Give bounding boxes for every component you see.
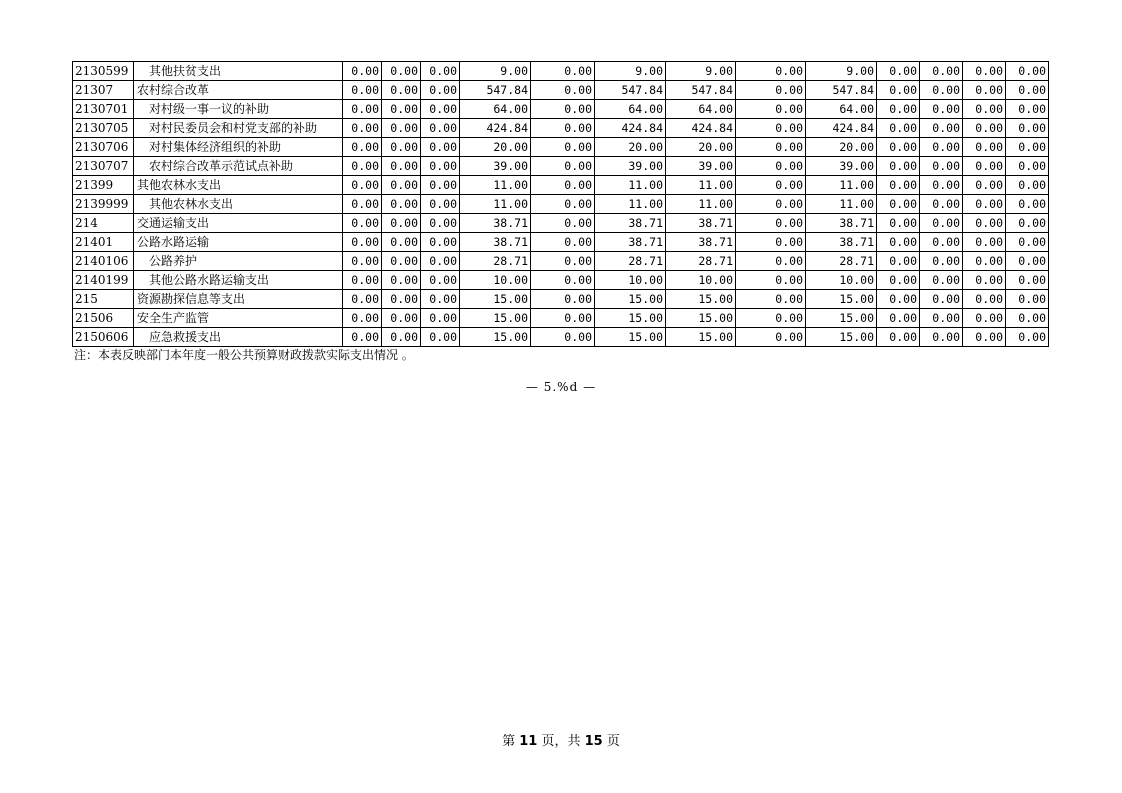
- row-value-cell: 64.00: [460, 100, 531, 119]
- row-value-cell: 15.00: [666, 309, 736, 328]
- expenditure-table-wrapper: [72, 61, 1049, 347]
- row-value-cell: 0.00: [382, 214, 421, 233]
- row-value-cell: 0.00: [920, 290, 963, 309]
- row-value-cell: 0.00: [343, 214, 382, 233]
- row-value-cell: 547.84: [460, 81, 531, 100]
- row-code-cell: 2140199: [73, 271, 134, 290]
- row-value-cell: 15.00: [595, 309, 666, 328]
- row-value-cell: 0.00: [963, 157, 1006, 176]
- row-value-cell: 0.00: [963, 119, 1006, 138]
- row-value-cell: 38.71: [806, 233, 877, 252]
- row-value-cell: 0.00: [421, 290, 460, 309]
- table-row: [73, 176, 1049, 195]
- row-value-cell: 20.00: [666, 138, 736, 157]
- row-value-cell: 0.00: [736, 100, 806, 119]
- row-name-cell: 公路养护: [134, 252, 343, 271]
- table-body: [73, 62, 1049, 347]
- row-code-cell: 2130705: [73, 119, 134, 138]
- footer-suffix: 页: [602, 734, 620, 749]
- row-value-cell: 11.00: [666, 195, 736, 214]
- footer-total-pages: 15: [584, 734, 603, 749]
- row-value-cell: 28.71: [666, 252, 736, 271]
- row-value-cell: 11.00: [595, 195, 666, 214]
- row-value-cell: 0.00: [736, 214, 806, 233]
- table-row: [73, 119, 1049, 138]
- row-value-cell: 0.00: [382, 309, 421, 328]
- row-value-cell: 0.00: [1006, 176, 1049, 195]
- row-value-cell: 0.00: [877, 233, 920, 252]
- table-row: [73, 328, 1049, 347]
- row-value-cell: 0.00: [382, 290, 421, 309]
- table-row: [73, 252, 1049, 271]
- row-value-cell: 0.00: [421, 119, 460, 138]
- table-row: [73, 157, 1049, 176]
- row-value-cell: 0.00: [1006, 157, 1049, 176]
- row-value-cell: 0.00: [421, 233, 460, 252]
- row-value-cell: 0.00: [920, 119, 963, 138]
- row-value-cell: 0.00: [382, 62, 421, 81]
- row-value-cell: 64.00: [595, 100, 666, 119]
- row-value-cell: 0.00: [421, 138, 460, 157]
- row-value-cell: 0.00: [421, 328, 460, 347]
- footer-middle: 页，共: [537, 734, 585, 749]
- row-value-cell: 0.00: [736, 252, 806, 271]
- row-value-cell: 0.00: [877, 119, 920, 138]
- row-value-cell: 0.00: [963, 195, 1006, 214]
- row-value-cell: 0.00: [877, 290, 920, 309]
- row-value-cell: 0.00: [920, 214, 963, 233]
- row-value-cell: 9.00: [666, 62, 736, 81]
- row-value-cell: 28.71: [806, 252, 877, 271]
- row-value-cell: 0.00: [736, 233, 806, 252]
- row-name-cell: 其他农林水支出: [134, 195, 343, 214]
- row-value-cell: 15.00: [460, 328, 531, 347]
- row-value-cell: 0.00: [531, 233, 595, 252]
- row-value-cell: 0.00: [343, 100, 382, 119]
- row-value-cell: 15.00: [460, 290, 531, 309]
- row-value-cell: 0.00: [382, 271, 421, 290]
- row-name-cell: 应急救援支出: [134, 328, 343, 347]
- row-value-cell: 28.71: [595, 252, 666, 271]
- table-row: [73, 138, 1049, 157]
- row-value-cell: 11.00: [460, 195, 531, 214]
- row-value-cell: 0.00: [877, 81, 920, 100]
- row-value-cell: 0.00: [382, 233, 421, 252]
- table-row: [73, 233, 1049, 252]
- row-value-cell: 38.71: [666, 214, 736, 233]
- row-value-cell: 0.00: [421, 309, 460, 328]
- row-value-cell: 0.00: [382, 100, 421, 119]
- row-value-cell: 0.00: [343, 309, 382, 328]
- row-value-cell: 0.00: [920, 252, 963, 271]
- row-value-cell: 0.00: [877, 328, 920, 347]
- table-row: [73, 214, 1049, 233]
- row-name-cell: 公路水路运输: [134, 233, 343, 252]
- row-value-cell: 424.84: [806, 119, 877, 138]
- row-value-cell: 15.00: [666, 328, 736, 347]
- row-value-cell: 0.00: [736, 271, 806, 290]
- row-value-cell: 0.00: [920, 328, 963, 347]
- row-value-cell: 0.00: [963, 176, 1006, 195]
- row-value-cell: 0.00: [343, 252, 382, 271]
- row-value-cell: 10.00: [460, 271, 531, 290]
- row-value-cell: 0.00: [343, 138, 382, 157]
- row-value-cell: 0.00: [877, 252, 920, 271]
- row-value-cell: 0.00: [920, 62, 963, 81]
- row-name-cell: 农村综合改革: [134, 81, 343, 100]
- table-row: [73, 100, 1049, 119]
- table-row: [73, 271, 1049, 290]
- row-value-cell: 0.00: [963, 233, 1006, 252]
- row-value-cell: 0.00: [421, 176, 460, 195]
- row-value-cell: 0.00: [920, 233, 963, 252]
- row-name-cell: 其他农林水支出: [134, 176, 343, 195]
- row-value-cell: 547.84: [806, 81, 877, 100]
- row-value-cell: 0.00: [421, 271, 460, 290]
- row-name-cell: 农村综合改革示范试点补助: [134, 157, 343, 176]
- row-value-cell: 0.00: [343, 157, 382, 176]
- row-name-cell: 其他扶贫支出: [134, 62, 343, 81]
- row-value-cell: 0.00: [421, 100, 460, 119]
- row-value-cell: 424.84: [666, 119, 736, 138]
- row-value-cell: 0.00: [382, 195, 421, 214]
- row-value-cell: 0.00: [920, 309, 963, 328]
- table-note: 注：本表反映部门本年度一般公共预算财政拨款实际支出情况 。: [74, 348, 414, 362]
- row-value-cell: 28.71: [460, 252, 531, 271]
- row-value-cell: 0.00: [1006, 233, 1049, 252]
- row-value-cell: 38.71: [460, 233, 531, 252]
- row-value-cell: 0.00: [531, 100, 595, 119]
- row-value-cell: 0.00: [736, 119, 806, 138]
- row-value-cell: 0.00: [963, 138, 1006, 157]
- row-code-cell: 21401: [73, 233, 134, 252]
- row-value-cell: 424.84: [460, 119, 531, 138]
- row-code-cell: 2130599: [73, 62, 134, 81]
- row-value-cell: 38.71: [460, 214, 531, 233]
- row-value-cell: 64.00: [666, 100, 736, 119]
- row-value-cell: 0.00: [963, 290, 1006, 309]
- row-value-cell: 0.00: [877, 100, 920, 119]
- row-value-cell: 0.00: [1006, 100, 1049, 119]
- row-value-cell: 0.00: [920, 176, 963, 195]
- row-value-cell: 0.00: [382, 138, 421, 157]
- row-name-cell: 交通运输支出: [134, 214, 343, 233]
- row-value-cell: 0.00: [920, 271, 963, 290]
- footer-current-page: 11: [519, 734, 538, 749]
- row-value-cell: 0.00: [877, 62, 920, 81]
- row-value-cell: 0.00: [382, 157, 421, 176]
- page-footer: [0, 730, 1122, 749]
- row-value-cell: 0.00: [1006, 271, 1049, 290]
- row-value-cell: 9.00: [460, 62, 531, 81]
- expenditure-table: [72, 61, 1049, 347]
- row-value-cell: 0.00: [1006, 309, 1049, 328]
- row-value-cell: 0.00: [963, 309, 1006, 328]
- table-row: [73, 195, 1049, 214]
- row-code-cell: 2139999: [73, 195, 134, 214]
- row-value-cell: 0.00: [343, 195, 382, 214]
- row-value-cell: 15.00: [806, 328, 877, 347]
- row-value-cell: 39.00: [806, 157, 877, 176]
- row-value-cell: 0.00: [920, 138, 963, 157]
- row-value-cell: 0.00: [963, 214, 1006, 233]
- row-value-cell: 0.00: [736, 157, 806, 176]
- row-value-cell: 0.00: [963, 328, 1006, 347]
- row-name-cell: 对村级一事一议的补助: [134, 100, 343, 119]
- row-value-cell: 0.00: [1006, 328, 1049, 347]
- row-value-cell: 0.00: [736, 138, 806, 157]
- row-code-cell: 2150606: [73, 328, 134, 347]
- row-value-cell: 0.00: [531, 157, 595, 176]
- row-value-cell: 0.00: [877, 138, 920, 157]
- row-value-cell: 0.00: [531, 252, 595, 271]
- row-value-cell: 9.00: [595, 62, 666, 81]
- row-value-cell: 0.00: [421, 81, 460, 100]
- row-name-cell: 安全生产监管: [134, 309, 343, 328]
- table-row: [73, 62, 1049, 81]
- row-value-cell: 0.00: [920, 81, 963, 100]
- row-code-cell: 21399: [73, 176, 134, 195]
- row-value-cell: 0.00: [421, 252, 460, 271]
- row-value-cell: 38.71: [595, 214, 666, 233]
- row-value-cell: 0.00: [963, 100, 1006, 119]
- row-value-cell: 15.00: [595, 328, 666, 347]
- row-value-cell: 0.00: [736, 176, 806, 195]
- row-value-cell: 39.00: [666, 157, 736, 176]
- row-value-cell: 547.84: [666, 81, 736, 100]
- row-value-cell: 38.71: [666, 233, 736, 252]
- row-value-cell: 38.71: [595, 233, 666, 252]
- table-row: [73, 290, 1049, 309]
- row-value-cell: 0.00: [963, 62, 1006, 81]
- row-value-cell: 0.00: [421, 157, 460, 176]
- row-value-cell: 0.00: [343, 233, 382, 252]
- row-value-cell: 0.00: [382, 252, 421, 271]
- row-value-cell: 0.00: [1006, 138, 1049, 157]
- row-value-cell: 0.00: [1006, 62, 1049, 81]
- row-value-cell: 0.00: [963, 252, 1006, 271]
- row-value-cell: 0.00: [877, 176, 920, 195]
- row-value-cell: 0.00: [343, 62, 382, 81]
- row-code-cell: 215: [73, 290, 134, 309]
- row-value-cell: 0.00: [421, 62, 460, 81]
- row-value-cell: 20.00: [595, 138, 666, 157]
- page-marker: — 5.%d —: [525, 380, 597, 394]
- row-value-cell: 0.00: [963, 81, 1006, 100]
- row-value-cell: 0.00: [382, 328, 421, 347]
- row-value-cell: 15.00: [460, 309, 531, 328]
- row-value-cell: 0.00: [343, 328, 382, 347]
- row-value-cell: 0.00: [531, 176, 595, 195]
- row-value-cell: 10.00: [806, 271, 877, 290]
- row-value-cell: 0.00: [382, 119, 421, 138]
- row-value-cell: 0.00: [1006, 290, 1049, 309]
- row-value-cell: 0.00: [531, 271, 595, 290]
- row-value-cell: 20.00: [806, 138, 877, 157]
- row-value-cell: 0.00: [531, 214, 595, 233]
- row-value-cell: 9.00: [806, 62, 877, 81]
- table-row: [73, 309, 1049, 328]
- row-code-cell: 2130701: [73, 100, 134, 119]
- row-value-cell: 0.00: [531, 195, 595, 214]
- row-value-cell: 0.00: [1006, 119, 1049, 138]
- row-value-cell: 39.00: [460, 157, 531, 176]
- row-code-cell: 2130707: [73, 157, 134, 176]
- row-code-cell: 214: [73, 214, 134, 233]
- row-value-cell: 0.00: [736, 328, 806, 347]
- row-value-cell: 0.00: [920, 100, 963, 119]
- row-value-cell: 0.00: [343, 119, 382, 138]
- row-value-cell: 0.00: [1006, 81, 1049, 100]
- row-value-cell: 0.00: [1006, 252, 1049, 271]
- row-code-cell: 2140106: [73, 252, 134, 271]
- row-value-cell: 15.00: [806, 290, 877, 309]
- row-value-cell: 38.71: [806, 214, 877, 233]
- row-value-cell: 0.00: [531, 138, 595, 157]
- row-value-cell: 15.00: [806, 309, 877, 328]
- row-value-cell: 39.00: [595, 157, 666, 176]
- row-value-cell: 10.00: [666, 271, 736, 290]
- row-value-cell: 0.00: [877, 271, 920, 290]
- row-value-cell: 0.00: [531, 290, 595, 309]
- row-value-cell: 0.00: [343, 176, 382, 195]
- row-value-cell: 0.00: [531, 62, 595, 81]
- row-value-cell: 10.00: [595, 271, 666, 290]
- row-value-cell: 0.00: [736, 290, 806, 309]
- row-value-cell: 0.00: [382, 176, 421, 195]
- row-value-cell: 0.00: [343, 290, 382, 309]
- row-value-cell: 11.00: [595, 176, 666, 195]
- row-value-cell: 64.00: [806, 100, 877, 119]
- row-value-cell: 0.00: [531, 119, 595, 138]
- row-value-cell: 11.00: [666, 176, 736, 195]
- row-value-cell: 0.00: [343, 81, 382, 100]
- row-value-cell: 0.00: [736, 81, 806, 100]
- row-value-cell: 0.00: [1006, 195, 1049, 214]
- row-value-cell: 0.00: [920, 195, 963, 214]
- row-value-cell: 0.00: [877, 157, 920, 176]
- row-value-cell: 0.00: [421, 195, 460, 214]
- row-code-cell: 21506: [73, 309, 134, 328]
- row-name-cell: 对村民委员会和村党支部的补助: [134, 119, 343, 138]
- row-value-cell: 0.00: [382, 81, 421, 100]
- row-value-cell: 20.00: [460, 138, 531, 157]
- row-value-cell: 424.84: [595, 119, 666, 138]
- row-value-cell: 0.00: [1006, 214, 1049, 233]
- row-value-cell: 0.00: [531, 309, 595, 328]
- row-value-cell: 0.00: [963, 271, 1006, 290]
- row-value-cell: 11.00: [806, 176, 877, 195]
- row-value-cell: 0.00: [877, 214, 920, 233]
- row-name-cell: 其他公路水路运输支出: [134, 271, 343, 290]
- row-value-cell: 15.00: [595, 290, 666, 309]
- row-code-cell: 2130706: [73, 138, 134, 157]
- row-value-cell: 0.00: [421, 214, 460, 233]
- row-value-cell: 0.00: [877, 195, 920, 214]
- row-value-cell: 0.00: [531, 328, 595, 347]
- row-value-cell: 11.00: [460, 176, 531, 195]
- row-value-cell: 547.84: [595, 81, 666, 100]
- row-value-cell: 0.00: [343, 271, 382, 290]
- row-value-cell: 0.00: [736, 62, 806, 81]
- row-value-cell: 0.00: [920, 157, 963, 176]
- row-value-cell: 15.00: [666, 290, 736, 309]
- row-value-cell: 11.00: [806, 195, 877, 214]
- footer-prefix: 第: [502, 734, 520, 749]
- row-name-cell: 资源勘探信息等支出: [134, 290, 343, 309]
- row-name-cell: 对村集体经济组织的补助: [134, 138, 343, 157]
- row-value-cell: 0.00: [877, 309, 920, 328]
- row-value-cell: 0.00: [736, 309, 806, 328]
- row-value-cell: 0.00: [531, 81, 595, 100]
- row-code-cell: 21307: [73, 81, 134, 100]
- row-value-cell: 0.00: [736, 195, 806, 214]
- table-row: [73, 81, 1049, 100]
